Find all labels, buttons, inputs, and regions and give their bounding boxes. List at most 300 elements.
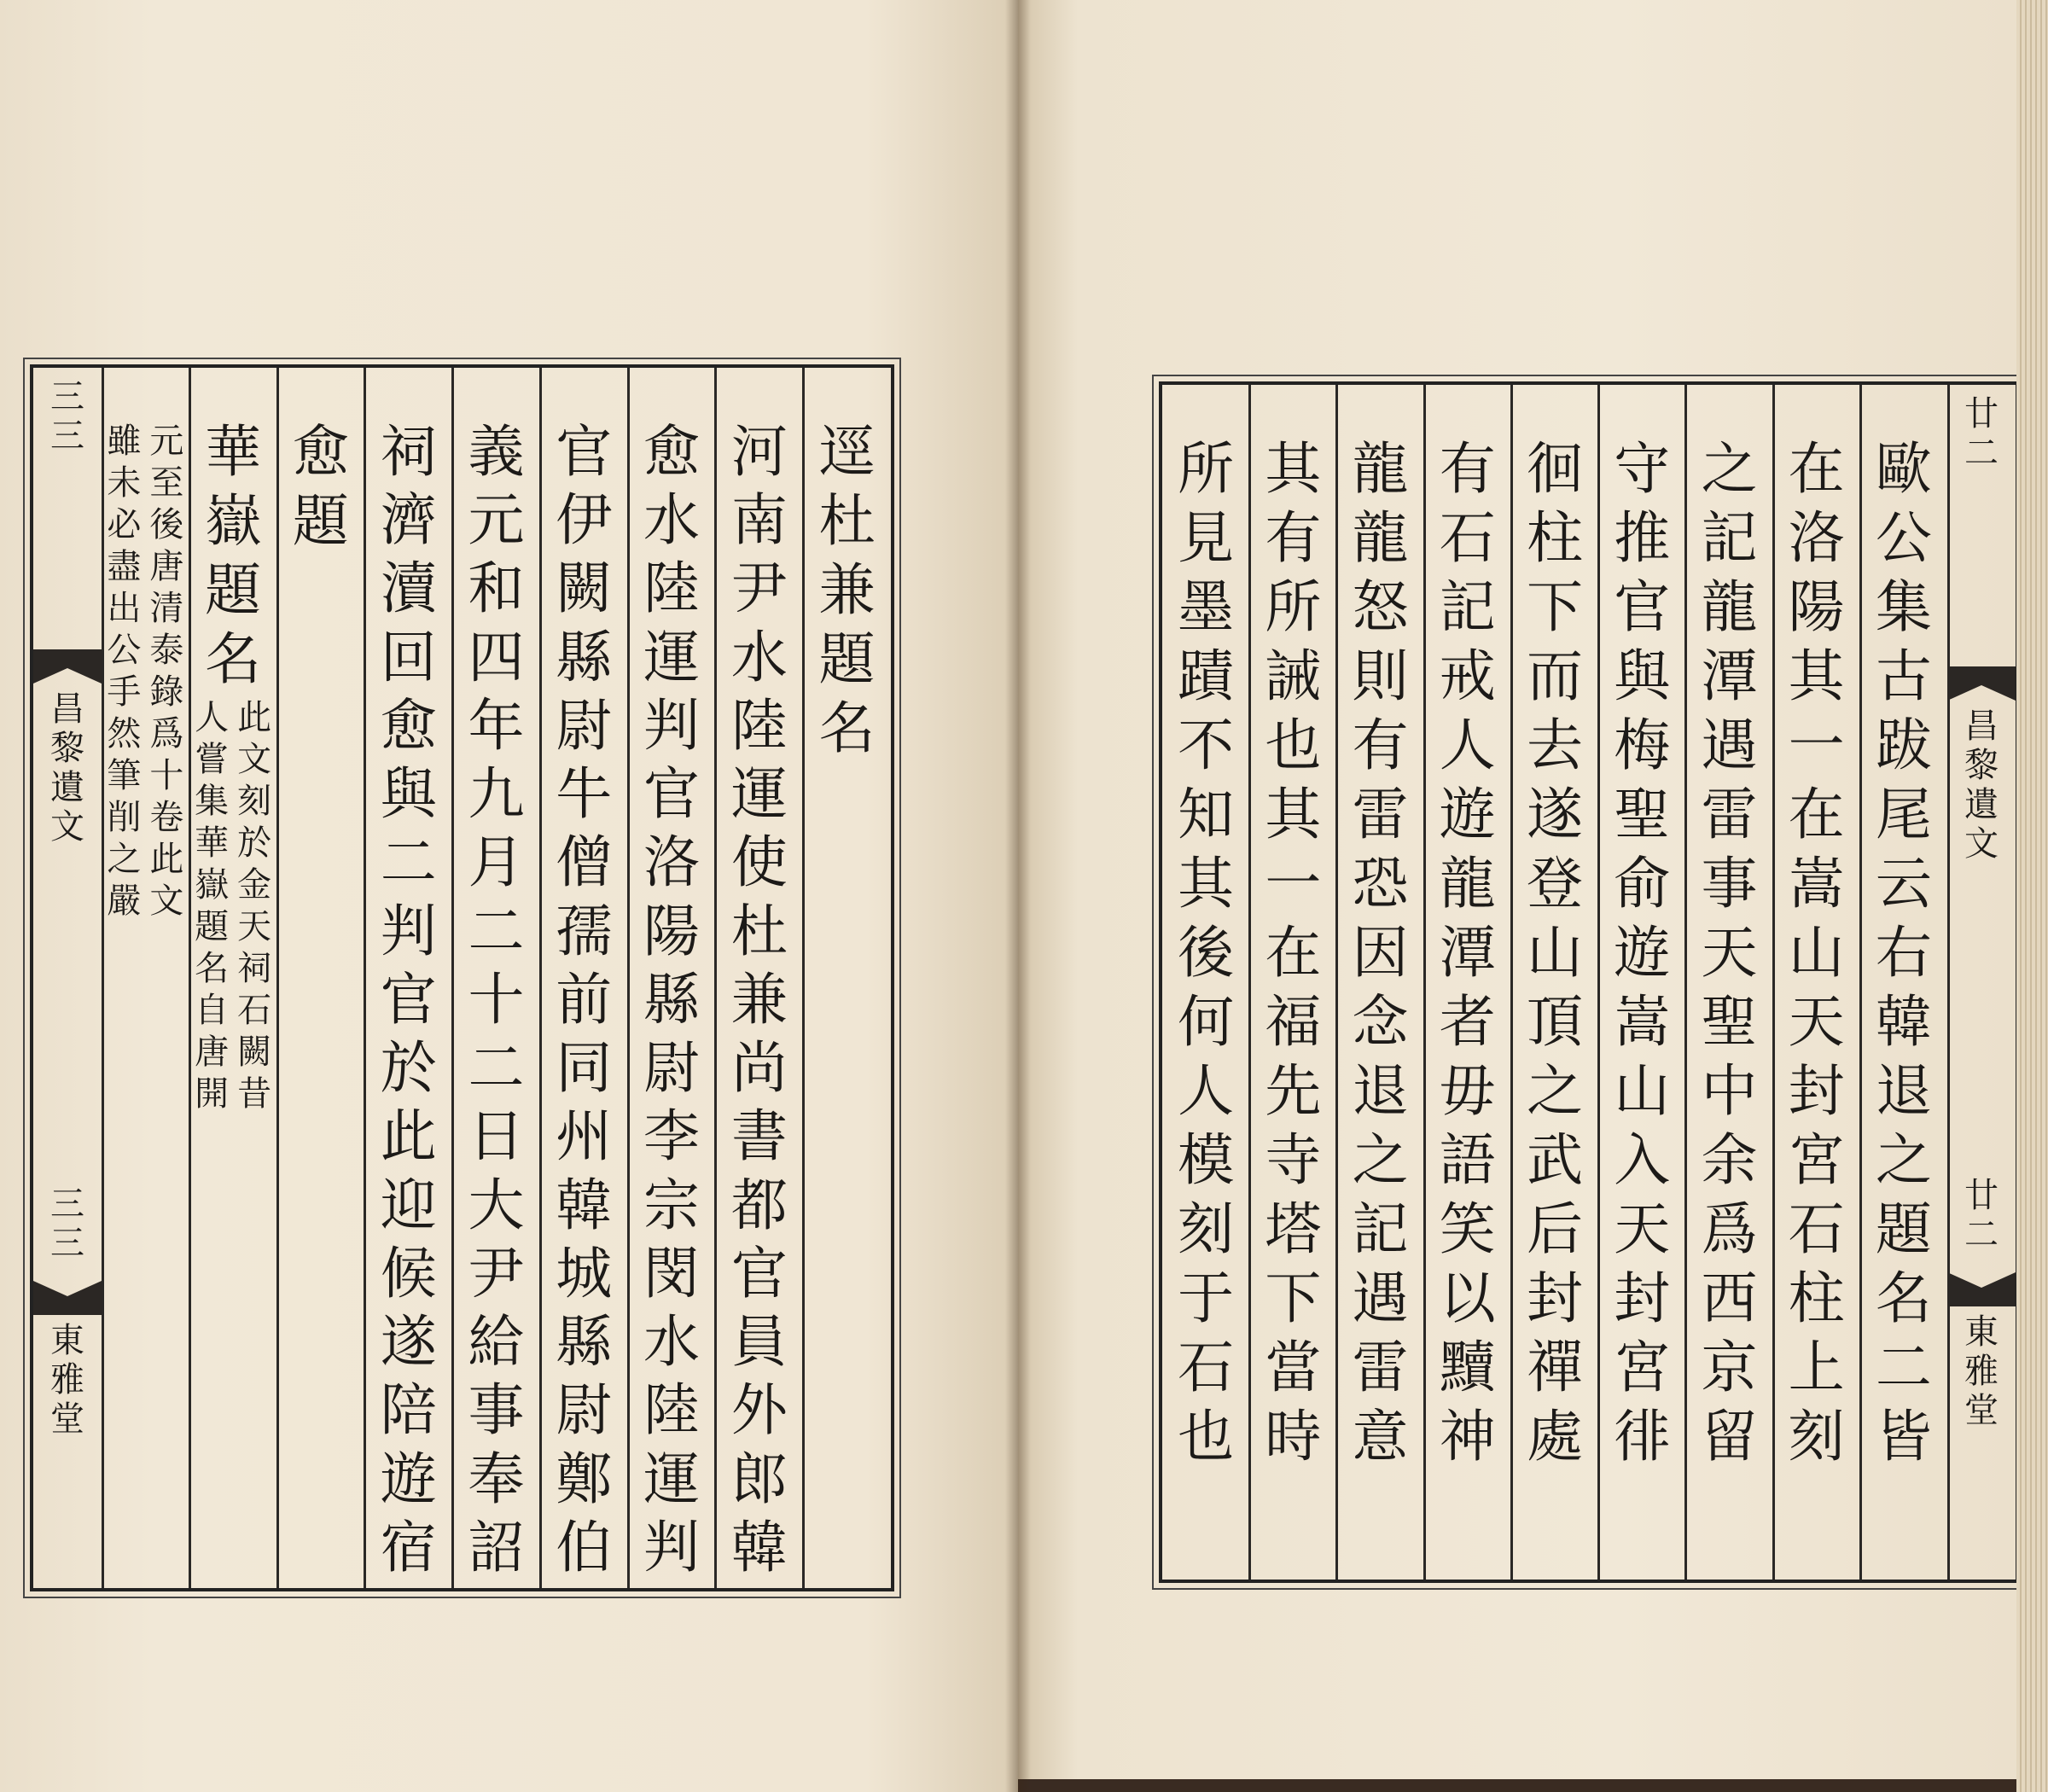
character: 有 bbox=[1352, 713, 1409, 778]
character: 韓 bbox=[730, 1514, 788, 1580]
character: 愈 bbox=[380, 692, 437, 759]
note-character: 泰 bbox=[149, 631, 184, 670]
text-column bbox=[1598, 385, 1685, 1580]
text-column bbox=[628, 368, 716, 1588]
character: 兼 bbox=[818, 557, 876, 623]
banxin-char: 三 bbox=[50, 416, 84, 456]
column-rule bbox=[714, 368, 717, 1588]
banxin-rule bbox=[1947, 385, 1950, 1580]
character: 遂 bbox=[1526, 782, 1583, 847]
character: 尹 bbox=[730, 556, 788, 622]
character: 之 bbox=[1875, 1127, 1932, 1193]
character: 陸 bbox=[730, 692, 788, 759]
banxin-leaf-number bbox=[33, 1184, 102, 1265]
character: 九 bbox=[468, 761, 525, 828]
note-line-left bbox=[105, 424, 143, 926]
column-rule bbox=[1335, 385, 1338, 1580]
banxin-char: 文 bbox=[1964, 824, 1999, 864]
character: 中 bbox=[1701, 1058, 1758, 1124]
character: 福 bbox=[1265, 989, 1322, 1055]
character: 濟 bbox=[380, 487, 437, 554]
character: 瀆 bbox=[380, 556, 437, 622]
banxin-char: 黎 bbox=[50, 729, 84, 768]
character: 西 bbox=[1701, 1265, 1758, 1331]
column-rule bbox=[627, 368, 630, 1588]
character: 封 bbox=[1614, 1265, 1671, 1331]
character: 陪 bbox=[380, 1377, 437, 1444]
note-character: 雖 bbox=[107, 422, 142, 461]
character: 伊 bbox=[556, 487, 613, 554]
character: 員 bbox=[730, 1309, 788, 1376]
character: 候 bbox=[380, 1240, 437, 1306]
character: 之 bbox=[1352, 1127, 1409, 1193]
note-character: 十 bbox=[149, 756, 184, 795]
character: 給 bbox=[468, 1309, 525, 1376]
character: 年 bbox=[468, 692, 525, 759]
character: 寺 bbox=[1265, 1127, 1322, 1193]
character: 處 bbox=[1526, 1404, 1583, 1469]
character: 去 bbox=[1526, 713, 1583, 778]
character: 其 bbox=[1788, 643, 1845, 709]
character: 運 bbox=[643, 1446, 701, 1512]
column-rule bbox=[276, 368, 279, 1588]
character: 日 bbox=[468, 1103, 525, 1170]
character: 龍 bbox=[1352, 436, 1409, 502]
character: 於 bbox=[380, 1035, 437, 1102]
character: 所 bbox=[1178, 436, 1235, 502]
character: 水 bbox=[643, 487, 701, 554]
banxin-char: 雅 bbox=[50, 1360, 84, 1399]
character: 南 bbox=[730, 487, 788, 554]
banxin-title bbox=[1947, 709, 2016, 866]
text-column bbox=[364, 368, 452, 1588]
column-rule bbox=[1248, 385, 1251, 1580]
text-column bbox=[1511, 385, 1598, 1580]
character: 陸 bbox=[643, 1377, 701, 1444]
character: 石 bbox=[1439, 505, 1496, 571]
note-character: 元 bbox=[149, 422, 184, 461]
character: 于 bbox=[1178, 1265, 1235, 1331]
note-character: 筆 bbox=[107, 756, 142, 795]
character: 以 bbox=[1439, 1265, 1496, 1331]
column-rule bbox=[1684, 385, 1687, 1580]
character: 人 bbox=[1178, 1058, 1235, 1124]
character: 也 bbox=[1178, 1404, 1235, 1469]
column-rule bbox=[802, 368, 805, 1588]
character: 陽 bbox=[643, 898, 701, 964]
text-column bbox=[1685, 385, 1772, 1580]
character: 判 bbox=[380, 898, 437, 964]
character: 逕 bbox=[818, 419, 876, 485]
character: 二 bbox=[380, 829, 437, 896]
character: 時 bbox=[1265, 1404, 1322, 1469]
note-character: 之 bbox=[107, 840, 142, 879]
note-character: 公 bbox=[107, 631, 142, 670]
character: 名 bbox=[818, 695, 876, 761]
character: 尉 bbox=[556, 1377, 613, 1444]
character: 留 bbox=[1701, 1404, 1758, 1469]
text-column-with-note bbox=[189, 368, 277, 1588]
character: 尹 bbox=[468, 1240, 525, 1306]
note-character: 題 bbox=[195, 907, 230, 946]
note-character: 闕 bbox=[237, 1033, 272, 1072]
banxin-center-strip bbox=[33, 368, 102, 1588]
character: 遊 bbox=[380, 1446, 437, 1512]
column-rule bbox=[1510, 385, 1513, 1580]
character: 聖 bbox=[1614, 782, 1671, 847]
banxin-char: 東 bbox=[50, 1321, 84, 1360]
banxin-char: 三 bbox=[50, 1184, 84, 1224]
column-rule bbox=[1423, 385, 1426, 1580]
note-line-left bbox=[193, 698, 230, 1119]
banxin-char: 三 bbox=[50, 377, 84, 416]
banxin-top-numeral bbox=[33, 377, 102, 458]
character: 禪 bbox=[1526, 1335, 1583, 1400]
character: 水 bbox=[643, 1309, 701, 1376]
note-character: 爲 bbox=[149, 714, 184, 753]
character: 山 bbox=[1614, 1058, 1671, 1124]
character: 則 bbox=[1352, 643, 1409, 709]
character: 雷 bbox=[1701, 782, 1758, 847]
banxin-center-strip bbox=[1947, 385, 2016, 1580]
character: 嵩 bbox=[1788, 851, 1845, 916]
banxin-char: 廿 bbox=[1964, 1176, 1999, 1215]
character: 外 bbox=[730, 1377, 788, 1444]
character: 公 bbox=[1875, 505, 1932, 571]
character: 判 bbox=[643, 1514, 701, 1580]
banxin-studio-name bbox=[33, 1321, 102, 1441]
character: 官 bbox=[556, 419, 613, 485]
character: 官 bbox=[730, 1240, 788, 1306]
note-character: 後 bbox=[149, 505, 184, 544]
character: 梅 bbox=[1614, 713, 1671, 778]
character: 牛 bbox=[556, 761, 613, 828]
character: 嶽 bbox=[205, 488, 262, 554]
note-character: 嶽 bbox=[195, 865, 230, 905]
fishtail-mark-upper bbox=[33, 649, 102, 684]
character: 云 bbox=[1875, 851, 1932, 916]
commentary-column bbox=[102, 368, 189, 1588]
character: 州 bbox=[556, 1103, 613, 1170]
character: 與 bbox=[380, 761, 437, 828]
character: 都 bbox=[730, 1172, 788, 1238]
character: 戒 bbox=[1439, 643, 1496, 709]
note-character: 集 bbox=[195, 782, 230, 821]
note-character: 刻 bbox=[237, 782, 272, 821]
character: 尉 bbox=[556, 692, 613, 759]
character: 有 bbox=[1265, 505, 1322, 571]
text-column bbox=[452, 368, 540, 1588]
banxin-char: 二 bbox=[1964, 433, 1999, 473]
character: 迎 bbox=[380, 1172, 437, 1238]
left-page bbox=[0, 0, 1018, 1792]
character: 山 bbox=[1788, 920, 1845, 986]
banxin-char: 三 bbox=[50, 1224, 84, 1263]
character: 下 bbox=[1265, 1265, 1322, 1331]
character: 宗 bbox=[643, 1172, 701, 1238]
character: 爲 bbox=[1701, 1196, 1758, 1262]
character: 兼 bbox=[730, 966, 788, 1033]
note-character: 開 bbox=[195, 1074, 230, 1114]
character: 同 bbox=[556, 1035, 613, 1102]
note-character: 清 bbox=[149, 589, 184, 628]
note-character: 削 bbox=[107, 798, 142, 837]
book-gutter bbox=[1005, 0, 1031, 1792]
character: 之 bbox=[1526, 1058, 1583, 1124]
character: 毋 bbox=[1439, 1058, 1496, 1124]
character: 運 bbox=[730, 761, 788, 828]
column-rule bbox=[1859, 385, 1862, 1580]
double-line-note bbox=[105, 424, 185, 926]
column-rule bbox=[1597, 385, 1600, 1580]
note-character: 此 bbox=[149, 840, 184, 879]
character: 模 bbox=[1178, 1127, 1235, 1193]
character: 語 bbox=[1439, 1127, 1496, 1193]
character: 之 bbox=[1701, 436, 1758, 502]
character: 尉 bbox=[643, 1035, 701, 1102]
banxin-char: 堂 bbox=[50, 1399, 84, 1439]
character: 杜 bbox=[730, 898, 788, 964]
character: 與 bbox=[1614, 643, 1671, 709]
character: 遇 bbox=[1352, 1265, 1409, 1331]
character: 愈 bbox=[292, 419, 349, 485]
character: 事 bbox=[1701, 851, 1758, 916]
character: 武 bbox=[1526, 1127, 1583, 1193]
character: 頂 bbox=[1526, 989, 1583, 1055]
character: 集 bbox=[1875, 574, 1932, 640]
character: 登 bbox=[1526, 851, 1583, 916]
character: 奉 bbox=[468, 1446, 525, 1512]
character: 當 bbox=[1265, 1335, 1322, 1400]
character: 義 bbox=[468, 419, 525, 485]
character: 遇 bbox=[1701, 713, 1758, 778]
note-line-right bbox=[148, 424, 185, 926]
left-page-frame bbox=[30, 364, 894, 1591]
character: 縣 bbox=[643, 966, 701, 1033]
character: 和 bbox=[468, 556, 525, 622]
character: 徊 bbox=[1526, 436, 1583, 502]
note-character: 必 bbox=[107, 505, 142, 544]
character: 書 bbox=[730, 1103, 788, 1170]
note-character: 出 bbox=[107, 589, 142, 628]
double-line-note bbox=[193, 698, 273, 1119]
character: 題 bbox=[292, 488, 349, 554]
banxin-top-numeral bbox=[1947, 394, 2016, 475]
character: 運 bbox=[643, 624, 701, 690]
character: 天 bbox=[1788, 989, 1845, 1055]
note-character: 唐 bbox=[195, 1033, 230, 1072]
character: 陽 bbox=[1788, 574, 1845, 640]
character: 余 bbox=[1701, 1127, 1758, 1193]
banxin-char: 廿 bbox=[1964, 394, 1999, 433]
character: 尾 bbox=[1875, 782, 1932, 847]
character: 元 bbox=[468, 487, 525, 554]
character: 此 bbox=[380, 1103, 437, 1170]
character: 記 bbox=[1701, 505, 1758, 571]
note-character: 自 bbox=[195, 991, 230, 1030]
note-character: 手 bbox=[107, 672, 142, 712]
banxin-char: 東 bbox=[1964, 1312, 1999, 1352]
character: 因 bbox=[1352, 920, 1409, 986]
character: 石 bbox=[1178, 1335, 1235, 1400]
character: 在 bbox=[1265, 920, 1322, 986]
right-page-frame bbox=[1159, 381, 2019, 1583]
character: 在 bbox=[1788, 782, 1845, 847]
character: 韓 bbox=[1875, 989, 1932, 1055]
character: 有 bbox=[1439, 436, 1496, 502]
column-rule bbox=[539, 368, 542, 1588]
character: 守 bbox=[1614, 436, 1671, 502]
banxin-char: 遺 bbox=[1964, 785, 1999, 824]
note-character: 然 bbox=[107, 714, 142, 753]
character: 一 bbox=[1265, 851, 1322, 916]
character: 潭 bbox=[1701, 643, 1758, 709]
banxin-char: 二 bbox=[1964, 1215, 1999, 1254]
page-edges bbox=[2016, 0, 2048, 1792]
character: 也 bbox=[1265, 713, 1322, 778]
character: 恐 bbox=[1352, 851, 1409, 916]
character: 何 bbox=[1178, 989, 1235, 1055]
character: 徘 bbox=[1614, 1404, 1671, 1469]
character: 題 bbox=[205, 557, 262, 623]
character: 遊 bbox=[1439, 782, 1496, 847]
character: 入 bbox=[1614, 1127, 1671, 1193]
note-character: 盡 bbox=[107, 547, 142, 586]
note-character: 嚴 bbox=[107, 881, 142, 921]
character: 天 bbox=[1701, 920, 1758, 986]
character: 伯 bbox=[556, 1514, 613, 1580]
character: 尚 bbox=[730, 1035, 788, 1102]
note-character: 昔 bbox=[237, 1074, 272, 1114]
character: 官 bbox=[1614, 574, 1671, 640]
banxin-char: 昌 bbox=[50, 689, 84, 729]
banxin-title bbox=[33, 689, 102, 849]
character: 其 bbox=[1178, 851, 1235, 916]
text-column bbox=[1424, 385, 1511, 1580]
banxin-char: 遺 bbox=[50, 768, 84, 807]
character: 笑 bbox=[1439, 1196, 1496, 1262]
character: 念 bbox=[1352, 989, 1409, 1055]
character: 前 bbox=[556, 966, 613, 1033]
character: 郎 bbox=[730, 1446, 788, 1512]
character: 縣 bbox=[556, 624, 613, 690]
character: 封 bbox=[1788, 1058, 1845, 1124]
character: 官 bbox=[643, 761, 701, 828]
character: 怒 bbox=[1352, 574, 1409, 640]
character: 孺 bbox=[556, 898, 613, 964]
character: 龍 bbox=[1701, 574, 1758, 640]
character: 宿 bbox=[380, 1514, 437, 1580]
character: 一 bbox=[1788, 713, 1845, 778]
text-column bbox=[1336, 385, 1423, 1580]
character: 先 bbox=[1265, 1058, 1322, 1124]
character: 遊 bbox=[1614, 920, 1671, 986]
character: 宮 bbox=[1614, 1335, 1671, 1400]
character: 二 bbox=[468, 898, 525, 964]
character: 判 bbox=[643, 692, 701, 759]
character: 所 bbox=[1265, 574, 1322, 640]
note-character: 此 bbox=[237, 698, 272, 737]
note-character: 名 bbox=[195, 949, 230, 988]
character: 神 bbox=[1439, 1404, 1496, 1469]
character: 記 bbox=[1352, 1196, 1409, 1262]
character: 潭 bbox=[1439, 920, 1496, 986]
character: 蹟 bbox=[1178, 643, 1235, 709]
character: 官 bbox=[380, 966, 437, 1033]
banxin-char: 雅 bbox=[1964, 1352, 1999, 1391]
character: 后 bbox=[1526, 1196, 1583, 1262]
note-character: 卷 bbox=[149, 798, 184, 837]
fishtail-mark-lower bbox=[1947, 1272, 2016, 1306]
character: 使 bbox=[730, 829, 788, 896]
character: 李 bbox=[643, 1103, 701, 1170]
character: 歐 bbox=[1875, 436, 1932, 502]
character: 石 bbox=[1788, 1196, 1845, 1262]
note-character: 未 bbox=[107, 463, 142, 503]
character: 嵩 bbox=[1614, 989, 1671, 1055]
banxin-char: 文 bbox=[50, 807, 84, 847]
note-character: 金 bbox=[237, 865, 272, 905]
character: 者 bbox=[1439, 989, 1496, 1055]
character: 雷 bbox=[1352, 782, 1409, 847]
note-character: 錄 bbox=[149, 672, 184, 712]
text-column bbox=[1860, 385, 1947, 1580]
character: 事 bbox=[468, 1377, 525, 1444]
character: 俞 bbox=[1614, 851, 1671, 916]
character: 月 bbox=[468, 829, 525, 896]
text-column bbox=[277, 368, 365, 1588]
character: 天 bbox=[1614, 1196, 1671, 1262]
character: 水 bbox=[730, 624, 788, 690]
character: 不 bbox=[1178, 713, 1235, 778]
character: 意 bbox=[1352, 1404, 1409, 1469]
character: 見 bbox=[1178, 505, 1235, 571]
character: 城 bbox=[556, 1240, 613, 1306]
character: 名 bbox=[1875, 1265, 1932, 1331]
character: 大 bbox=[468, 1172, 525, 1238]
character: 洛 bbox=[1788, 505, 1845, 571]
character: 陸 bbox=[643, 556, 701, 622]
character: 封 bbox=[1526, 1265, 1583, 1331]
character: 二 bbox=[1875, 1335, 1932, 1400]
character: 退 bbox=[1875, 1058, 1932, 1124]
note-line-right bbox=[236, 698, 273, 1119]
character: 龍 bbox=[1439, 851, 1496, 916]
character: 山 bbox=[1526, 920, 1583, 986]
character: 下 bbox=[1526, 574, 1583, 640]
character: 河 bbox=[730, 419, 788, 485]
character: 杜 bbox=[818, 488, 876, 554]
fishtail-mark-lower bbox=[33, 1281, 102, 1315]
character: 僧 bbox=[556, 829, 613, 896]
text-column bbox=[715, 368, 803, 1588]
banxin-char: 堂 bbox=[1964, 1391, 1999, 1430]
character: 右 bbox=[1875, 920, 1932, 986]
banxin-char: 昌 bbox=[1964, 707, 1999, 746]
character: 詔 bbox=[468, 1514, 525, 1580]
character: 祠 bbox=[380, 419, 437, 485]
character: 人 bbox=[1439, 713, 1496, 778]
character: 題 bbox=[818, 626, 876, 692]
character: 退 bbox=[1352, 1058, 1409, 1124]
character: 二 bbox=[468, 1035, 525, 1102]
character: 古 bbox=[1875, 643, 1932, 709]
character: 在 bbox=[1788, 436, 1845, 502]
character: 其 bbox=[1265, 782, 1322, 847]
character: 誡 bbox=[1265, 643, 1322, 709]
note-character: 石 bbox=[237, 991, 272, 1030]
character: 名 bbox=[205, 626, 262, 692]
